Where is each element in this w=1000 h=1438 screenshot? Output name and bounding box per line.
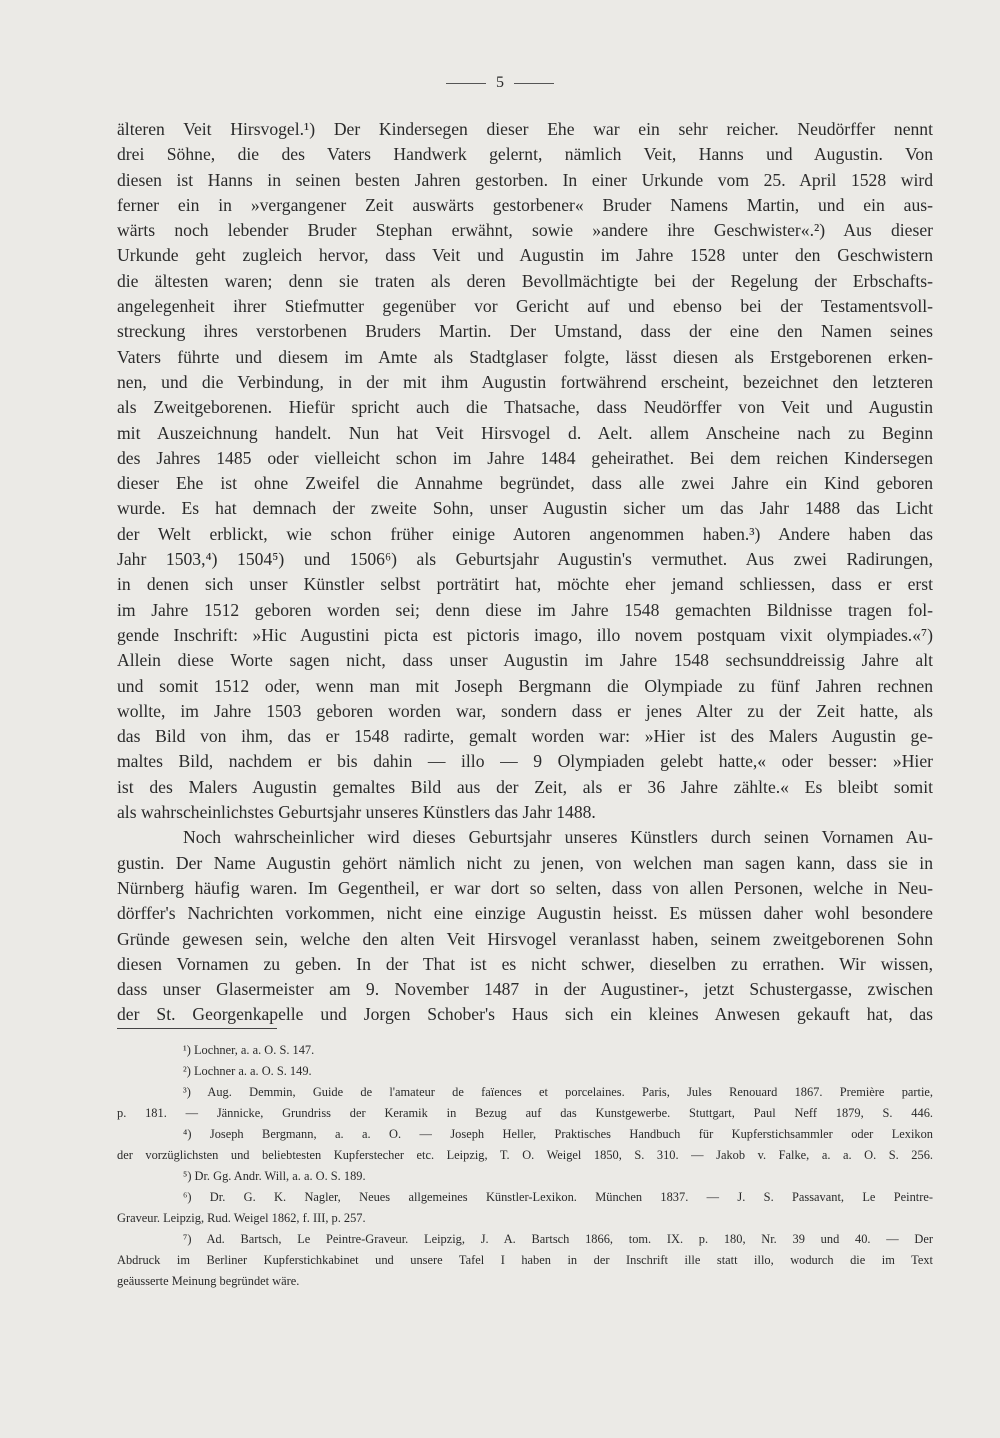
body-line: mit Auszeichnung handelt. Nun hat Veit Hirsvogel d. Aelt. allem Anscheine nach zu Beginn <box>117 422 933 443</box>
body-line: nen, und die Verbindung, in der mit ihm Augustin fortwährend erscheint, bezeichnet den letzteren <box>117 371 933 392</box>
footnote-line: p. 181. — Jännicke, Grundriss der Keramik in Bezug auf das Kunstgewerbe. Stuttgart, Paul Neff 1879, S. 446. <box>117 1106 933 1120</box>
body-line: Vaters führte und diesem im Amte als Stadtglaser folgte, lässt diesen als Erstgeborenen erken- <box>117 346 933 367</box>
body-line: Urkunde geht zugleich hervor, dass Veit und Augustin im Jahre 1528 unter den Geschwistern <box>117 245 933 266</box>
body-line: Nürnberg häufig waren. Im Gegentheil, er war dort so selten, dass von allen Personen, welche in Neu- <box>117 877 933 898</box>
body-line: der St. Georgenkapelle und Jorgen Schober's Haus sich ein kleines Anwesen gekauft hat, das <box>117 1004 933 1025</box>
body-line: drei Söhne, die des Vaters Handwerk gelernt, nämlich Veit, Hanns und Augustin. Von <box>117 144 933 165</box>
body-line: Jahr 1503,⁴) 1504⁵) und 1506⁶) als Geburtsjahr Augustin's vermuthet. Aus zwei Radirungen, <box>117 549 933 570</box>
body-line: des Jahres 1485 oder vielleicht schon im Jahre 1484 geheirathet. Bei dem reichen Kindersegen <box>117 447 933 468</box>
header-rule-left <box>446 83 486 84</box>
body-line: in denen sich unser Künstler selbst porträtirt hat, möchte eher jemand schliessen, dass er erst <box>117 574 933 595</box>
body-line: Gründe gewesen sein, welche den alten Veit Hirsvogel veranlasst haben, seinem zweitgeborenen Sohn <box>117 928 933 949</box>
footnote-line: ²) Lochner a. a. O. S. 149. <box>183 1064 312 1078</box>
body-line: gustin. Der Name Augustin gehört nämlich nicht zu jenen, von welchen man sagen kann, dass sie in <box>117 852 933 873</box>
page-header <box>0 74 1000 92</box>
body-line: als wahrscheinlichstes Geburtsjahr unseres Künstlers das Jahr 1488. <box>117 802 596 823</box>
body-line: und somit 1512 oder, wenn man mit Joseph Bergmann die Olympiade zu fünf Jahren rechnen <box>117 675 933 696</box>
footnote-line: ⁶) Dr. G. K. Nagler, Neues allgemeines Künstler-Lexikon. München 1837. — J. S. Passavant, Le Peintre- <box>183 1190 933 1204</box>
body-line: diesen Vornamen zu geben. In der That ist es nicht schwer, dieselben zu errathen. Wir wissen, <box>117 953 933 974</box>
body-line: das Bild von ihm, das er 1548 radirte, gemalt worden war: »Hier ist des Malers Augustin ge- <box>117 726 933 747</box>
body-line: maltes Bild, nachdem er bis dahin — illo — 9 Olympiaden gelebt hatte,« oder besser: »Hier <box>117 751 933 772</box>
body-line: angelegenheit ihrer Stiefmutter gegenüber vor Gericht auf und ebenso bei der Testamentsvoll- <box>117 296 933 317</box>
footnote-line: ¹) Lochner, a. a. O. S. 147. <box>183 1043 315 1057</box>
page-number: 5 <box>496 74 504 91</box>
body-line: die ältesten waren; denn sie traten als deren Bevollmächtigte bei der Regelung der Erbschafts- <box>117 270 933 291</box>
body-line: diesen ist Hanns in seinen besten Jahren gestorben. In einer Urkunde vom 25. April 1528 wird <box>117 169 933 190</box>
body-text <box>117 117 933 1028</box>
body-line: ferner ein in »vergangener Zeit auswärts gestorbener« Bruder Namens Martin, und ein aus- <box>117 194 933 215</box>
body-line: dass unser Glasermeister am 9. November 1487 in der Augustiner-, jetzt Schustergasse, zwischen <box>117 979 933 1000</box>
footnotes <box>117 1040 933 1292</box>
body-line: ist des Malers Augustin gemaltes Bild aus der Zeit, als er 36 Jahre zählte.« Es bleibt somit <box>117 776 933 797</box>
footnote-line: Graveur. Leipzig, Rud. Weigel 1862, f. III, p. 257. <box>117 1211 366 1225</box>
body-line: wurde. Es hat demnach der zweite Sohn, unser Augustin sicher um das Jahr 1488 das Licht <box>117 498 933 519</box>
footnote-divider <box>117 1028 277 1029</box>
footnote-line: ⁵) Dr. Gg. Andr. Will, a. a. O. S. 189. <box>183 1169 366 1183</box>
footnote-line: ⁷) Ad. Bartsch, Le Peintre-Graveur. Leipzig, J. A. Bartsch 1866, tom. IX. p. 180, Nr. 39 und 40. — Der <box>183 1232 933 1246</box>
body-line: älteren Veit Hirsvogel.¹) Der Kindersegen dieser Ehe war ein sehr reicher. Neudörffer nennt <box>117 119 933 139</box>
header-rule-right <box>514 83 554 84</box>
footnote-line: ³) Aug. Demmin, Guide de l'amateur de faïences et porcelaines. Paris, Jules Renouard 1867. Première partie, <box>183 1085 933 1099</box>
body-line: wärts noch lebender Bruder Stephan erwähnt, sowie »andere ihre Geschwister«.²) Aus dieser <box>117 220 933 241</box>
footnote-line: ⁴) Joseph Bergmann, a. a. O. — Joseph Heller, Praktisches Handbuch für Kupferstichsammler oder Lexikon <box>183 1127 933 1141</box>
body-line: dieser Ehe ist ohne Zweifel die Annahme begründet, dass alle zwei Jahre ein Kind geboren <box>117 473 933 494</box>
footnote-line: der vorzüglichsten und beliebtesten Kupferstecher etc. Leipzig, T. O. Weigel 1850, S. 310. — Jakob v. Falke, a. a. O. S. 256. <box>117 1148 933 1162</box>
body-line: als Zweitgeborenen. Hiefür spricht auch die Thatsache, dass Neudörffer von Veit und Augustin <box>117 397 933 418</box>
body-line: dörffer's Nachrichten vorkommen, nicht eine einzige Augustin heisst. Es müssen daher wohl besondere <box>117 903 933 924</box>
body-line: im Jahre 1512 geboren worden sei; denn diese im Jahre 1548 gemachten Bildnisse tragen fol- <box>117 599 933 620</box>
body-line: Allein diese Worte sagen nicht, dass unser Augustin im Jahre 1548 sechsunddreissig Jahre alt <box>117 650 933 671</box>
body-line: wollte, im Jahre 1503 geboren worden war, sondern dass er jenes Alter zu der Zeit hatte, als <box>117 700 933 721</box>
body-line: gende Inschrift: »Hic Augustini picta est pictoris imago, illo novem postquam vixit olympiades.«⁷) <box>117 624 933 645</box>
body-line: streckung ihres verstorbenen Bruders Martin. Der Umstand, dass der eine den Namen seines <box>117 321 933 342</box>
body-line: Noch wahrscheinlicher wird dieses Geburtsjahr unseres Künstlers durch seinen Vornamen Au- <box>183 827 933 848</box>
body-line: der Welt erblickt, wie schon früher einige Autoren angenommen haben.³) Andere haben das <box>117 523 933 544</box>
footnote-line: Abdruck im Berliner Kupferstichkabinet und unsere Tafel I haben in der Inschrift ille statt illo, wodurch die im Text <box>117 1253 933 1267</box>
footnote-line: geäusserte Meinung begründet wäre. <box>117 1274 300 1288</box>
